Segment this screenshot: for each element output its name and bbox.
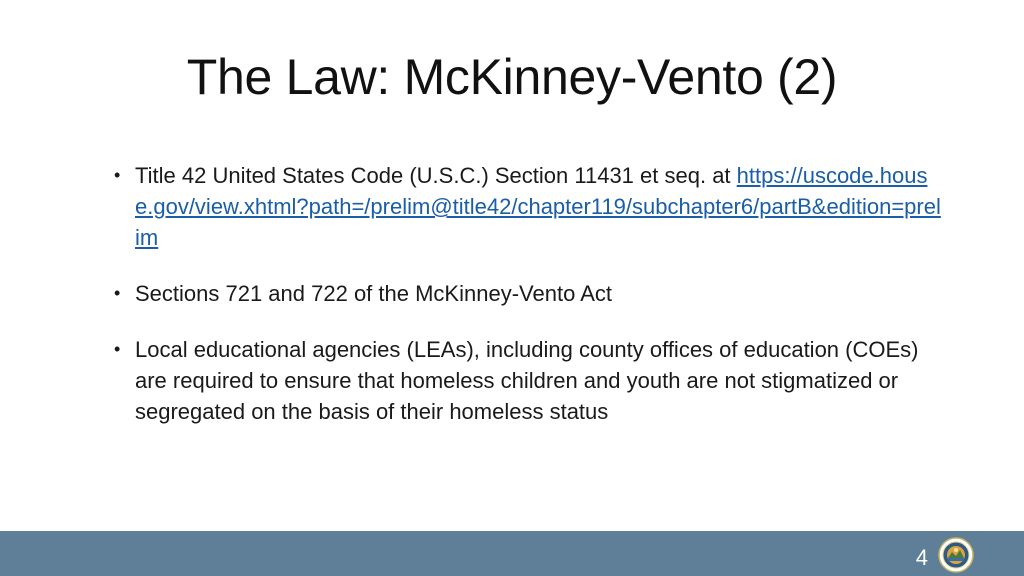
bullet-text: Sections 721 and 722 of the McKinney-Vento Act [135,281,612,306]
department-seal-icon [938,537,974,573]
footer-band [0,531,1024,576]
bullet-item-lea-requirement [112,334,942,427]
bullet-text: Local educational agencies (LEAs), including county offices of education (COEs) are required to ensure that homeless children and youth are not stigmatized or segregated on the basis of their homeless status [135,337,919,424]
uscode-link[interactable]: https://uscode.house.gov/view.xhtml?path=/prelim@title42/chapter119/subchapter6/partB&edition=prelim [135,163,941,250]
bullet-dot-icon: • [114,283,121,303]
bullet-dot-icon: • [114,339,121,359]
bullet-item-sections [112,278,942,309]
bullet-dot-icon: • [114,165,121,185]
slide-title: The Law: McKinney-Vento (2) [186,49,838,105]
bullet-list [112,160,942,427]
bullet-text: Title 42 United States Code (U.S.C.) Section 11431 et seq. at [135,163,731,188]
bullet-item-legal-citation [112,160,942,253]
page-number: 4 [915,545,928,570]
